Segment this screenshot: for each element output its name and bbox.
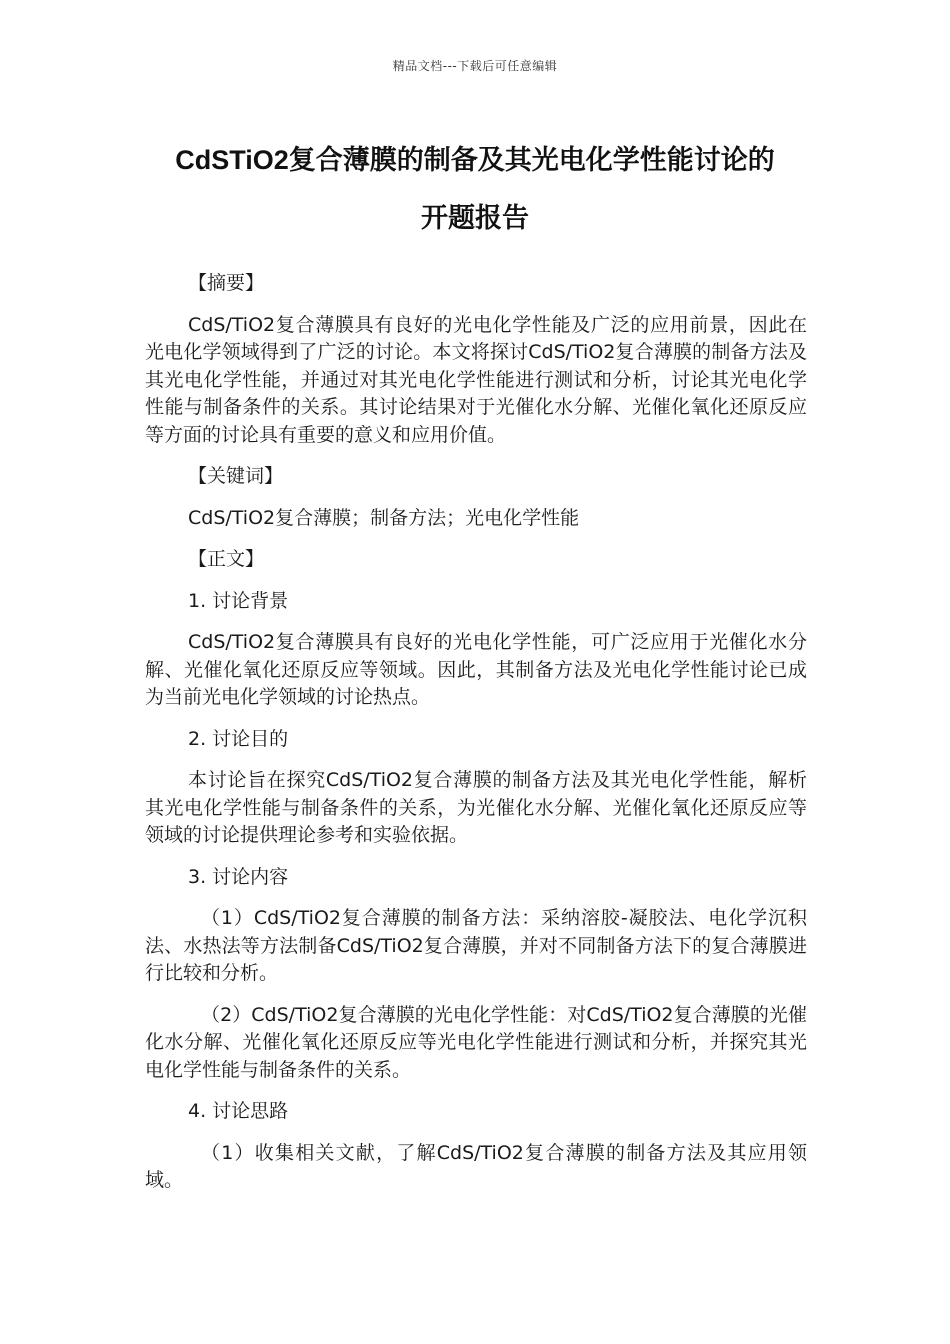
- section-2-text: 本讨论旨在探究CdS/TiO2复合薄膜的制备方法及其光电化学性能，解析其光电化学性能与制备条件的关系，为光催化水分解、光催化氧化还原反应等领域的讨论提供理论参考和实验依据。: [145, 769, 807, 846]
- abstract-text: CdS/TiO2复合薄膜具有良好的光电化学性能及广泛的应用前景，因此在光电化学领域得到了广泛的讨论。本文将探讨CdS/TiO2复合薄膜的制备方法及其光电化学性能，并通过对其光电化学性能进行测试和分析，讨论其光电化学性能与制备条件的关系。其讨论结果对于光催化水分解、光催化氧化还原反应等方面的讨论具有重要的意义和应用价值。: [145, 313, 807, 446]
- section-1-heading: 1. 讨论背景: [188, 589, 289, 612]
- header-note: 精品文档---下载后可任意编辑: [392, 59, 558, 73]
- abstract-heading: 【摘要】: [188, 272, 265, 294]
- section-1-text: CdS/TiO2复合薄膜具有良好的光电化学性能，可广泛应用于光催化水分解、光催化氧化还原反应等领域。因此，其制备方法及光电化学性能讨论已成为当前光电化学领域的讨论热点。: [145, 631, 807, 708]
- section-3-heading: 3. 讨论内容: [188, 865, 289, 888]
- keywords-heading: 【关键词】: [188, 465, 284, 487]
- section-3-item-1: （1）CdS/TiO2复合薄膜的制备方法：采纳溶胶-凝胶法、电化学沉积法、水热法等方法制备CdS/TiO2复合薄膜，并对不同制备方法下的复合薄膜进行比较和分析。: [145, 907, 807, 984]
- document-body: [145, 270, 807, 1195]
- section-3-item-2: （2）CdS/TiO2复合薄膜的光电化学性能：对CdS/TiO2复合薄膜的光催化水分解、光催化氧化还原反应等光电化学性能进行测试和分析，并探究其光电化学性能与制备条件的关系。: [145, 1003, 807, 1081]
- document-title-line-2: 开题报告: [421, 203, 529, 233]
- section-4-item-1: （1）收集相关文献，了解CdS/TiO2复合薄膜的制备方法及其应用领域。: [145, 1141, 807, 1191]
- section-4-heading: 4. 讨论思路: [188, 1100, 289, 1122]
- keywords-text: CdS/TiO2复合薄膜；制备方法；光电化学性能: [188, 506, 580, 529]
- section-2-heading: 2. 讨论目的: [188, 727, 289, 750]
- body-heading: 【正文】: [188, 548, 265, 570]
- document-title-line-1: CdSTiO2复合薄膜的制备及其光电化学性能讨论的: [175, 145, 775, 175]
